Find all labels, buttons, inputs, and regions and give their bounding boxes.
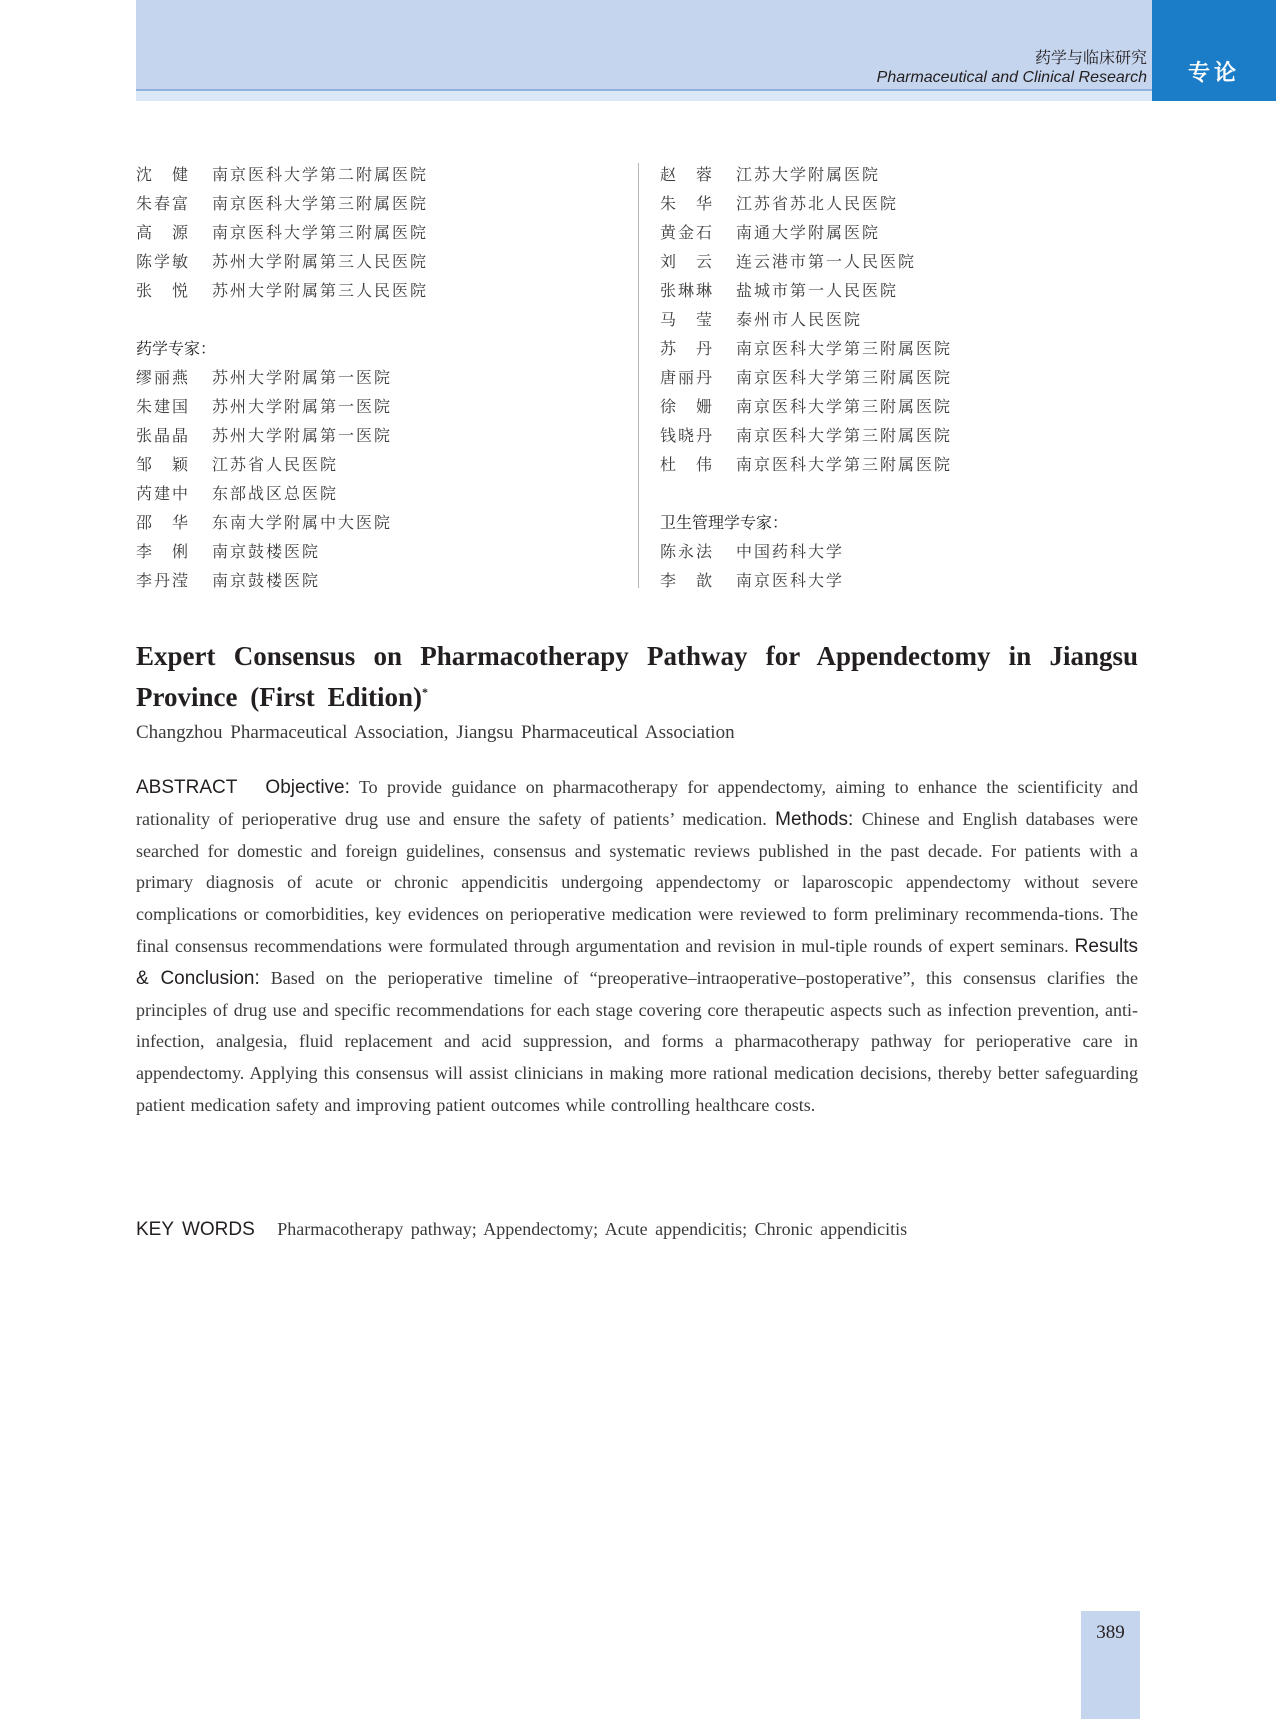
member-affiliation: 苏州大学附属第一医院 bbox=[212, 368, 393, 387]
member-row bbox=[136, 363, 626, 392]
keywords-line bbox=[136, 1214, 1138, 1245]
member-name: 李 歆 bbox=[660, 571, 715, 590]
member-row bbox=[660, 537, 1150, 566]
abstract-paragraph bbox=[136, 772, 1138, 1122]
member-row bbox=[660, 334, 1150, 363]
member-row bbox=[660, 160, 1150, 189]
member-affiliation: 苏州大学附属第一医院 bbox=[212, 397, 393, 416]
member-name: 李丹滢 bbox=[136, 571, 191, 590]
group-title-management: 卫生管理学专家： bbox=[660, 513, 789, 532]
member-affiliation: 南京医科大学第三附属医院 bbox=[736, 455, 953, 474]
member-row bbox=[136, 508, 626, 537]
member-row bbox=[136, 247, 626, 276]
member-name: 唐丽丹 bbox=[660, 368, 715, 387]
member-row bbox=[136, 450, 626, 479]
member-affiliation: 南京医科大学第三附属医院 bbox=[736, 426, 953, 445]
member-name: 杜 伟 bbox=[660, 455, 715, 474]
journal-title-en: Pharmaceutical and Clinical Research bbox=[876, 69, 1147, 86]
member-affiliation: 盐城市第一人民医院 bbox=[736, 281, 899, 300]
member-name: 马 莹 bbox=[660, 310, 715, 329]
member-list-surgery bbox=[136, 160, 626, 305]
member-affiliation: 南京医科大学第三附属医院 bbox=[212, 223, 429, 242]
member-row bbox=[136, 189, 626, 218]
objective-text: To provide guidance on pharmacotherapy for appendectomy, aiming to enhance the scientificity and rationality of perioperative drug use and ensure the safety of patients’ medication. bbox=[136, 777, 1138, 829]
member-name: 朱春富 bbox=[136, 194, 191, 213]
member-row bbox=[660, 218, 1150, 247]
member-row bbox=[660, 305, 1150, 334]
member-name: 张晶晶 bbox=[136, 426, 191, 445]
member-name: 刘 云 bbox=[660, 252, 715, 271]
member-list-pharmacy bbox=[136, 363, 626, 595]
member-affiliation: 南京医科大学第三附属医院 bbox=[736, 339, 953, 358]
title-footnote-mark: * bbox=[421, 685, 428, 699]
member-row bbox=[136, 392, 626, 421]
member-name: 高 源 bbox=[136, 223, 191, 242]
members-left-column bbox=[136, 160, 626, 595]
member-affiliation: 东南大学附属中大医院 bbox=[212, 513, 393, 532]
article-authors: Changzhou Pharmaceutical Association, Jiangsu Pharmaceutical Association bbox=[136, 722, 735, 743]
member-name: 朱建国 bbox=[136, 397, 191, 416]
member-name: 邹 颖 bbox=[136, 455, 191, 474]
group-gap bbox=[660, 479, 1150, 508]
member-affiliation: 南京鼓楼医院 bbox=[212, 571, 321, 590]
member-name: 陈学敏 bbox=[136, 252, 191, 271]
member-row bbox=[660, 189, 1150, 218]
member-affiliation: 南京鼓楼医院 bbox=[212, 542, 321, 561]
member-affiliation: 江苏大学附属医院 bbox=[736, 165, 881, 184]
member-affiliation: 中国药科大学 bbox=[736, 542, 845, 561]
member-name: 黄金石 bbox=[660, 223, 715, 242]
member-affiliation: 南京医科大学第三附属医院 bbox=[736, 368, 953, 387]
keywords-label: KEY WORDS bbox=[136, 1219, 255, 1240]
keywords-text: Pharmacotherapy pathway; Appendectomy; Acute appendicitis; Chronic appendicitis bbox=[277, 1219, 908, 1239]
member-name: 陈永法 bbox=[660, 542, 715, 561]
member-name: 苏 丹 bbox=[660, 339, 715, 358]
member-list-right bbox=[660, 160, 1150, 479]
member-row bbox=[660, 392, 1150, 421]
column-divider bbox=[638, 163, 639, 588]
member-row bbox=[136, 479, 626, 508]
member-affiliation: 南京医科大学 bbox=[736, 571, 845, 590]
abstract-label: ABSTRACT bbox=[136, 777, 238, 798]
member-row bbox=[660, 450, 1150, 479]
member-name: 张 悦 bbox=[136, 281, 191, 300]
member-name: 芮建中 bbox=[136, 484, 191, 503]
member-name: 沈 健 bbox=[136, 165, 191, 184]
results-text: Based on the perioperative timeline of “preoperative–intraoperative–postoperative”, this consensus clarifies the principles of drug use and specific recommendations for each stage covering core therapeutic aspects such as infection prevention, anti-infection, analgesia, fluid replacement and acid suppression, and forms a pharmacotherapy pathway for perioperative care in appendectomy. Applying this consensus will assist clinicians in making more rational medication decisions, thereby better safeguarding patient medication safety and improving patient outcomes while controlling healthcare costs. bbox=[136, 967, 1138, 1115]
member-name: 徐 姗 bbox=[660, 397, 715, 416]
member-row bbox=[136, 537, 626, 566]
group-gap bbox=[136, 305, 626, 334]
member-affiliation: 南京医科大学第三附属医院 bbox=[736, 397, 953, 416]
member-list-management bbox=[660, 537, 1150, 595]
member-name: 张琳琳 bbox=[660, 281, 715, 300]
member-row bbox=[660, 276, 1150, 305]
methods-text: Chinese and English databases were searched for domestic and foreign guidelines, consensus and systematic reviews published in the past decade. For patients with a primary diagnosis of acute or chronic appendicitis undergoing appendectomy or laparoscopic appendectomy without severe complications or comorbidities, key evidences on perioperative medication were reviewed to form preliminary recommenda-tions. The final consensus recommendations were formulated through argumentation and revision in mul-tiple rounds of expert seminars. bbox=[136, 808, 1139, 956]
member-row bbox=[660, 363, 1150, 392]
objective-label: Objective: bbox=[265, 777, 350, 798]
header-rule-line bbox=[136, 89, 1152, 91]
member-name: 李 俐 bbox=[136, 542, 191, 561]
member-affiliation: 南京医科大学第二附属医院 bbox=[212, 165, 429, 184]
section-tab-label: 专论 bbox=[1187, 61, 1240, 86]
page-number: 389 bbox=[1096, 1622, 1125, 1643]
methods-label: Methods: bbox=[775, 808, 854, 830]
member-row bbox=[660, 247, 1150, 276]
members-right-column bbox=[660, 160, 1150, 595]
article-title bbox=[136, 638, 1138, 715]
member-affiliation: 苏州大学附属第三人民医院 bbox=[212, 252, 429, 271]
member-name: 钱晓丹 bbox=[660, 426, 715, 445]
member-row bbox=[660, 421, 1150, 450]
member-name: 邵 华 bbox=[136, 513, 191, 532]
member-row bbox=[136, 218, 626, 247]
member-affiliation: 南通大学附属医院 bbox=[736, 223, 881, 242]
member-affiliation: 江苏省人民医院 bbox=[212, 455, 339, 474]
member-affiliation: 江苏省苏北人民医院 bbox=[736, 194, 899, 213]
member-row bbox=[136, 566, 626, 595]
member-affiliation: 苏州大学附属第三人民医院 bbox=[212, 281, 429, 300]
member-name: 赵 蓉 bbox=[660, 165, 715, 184]
journal-title-cn: 药学与临床研究 bbox=[1034, 48, 1147, 67]
results-label: Results & Conclusion: bbox=[136, 935, 1139, 989]
member-row bbox=[136, 160, 626, 189]
member-affiliation: 南京医科大学第三附属医院 bbox=[212, 194, 429, 213]
member-row bbox=[136, 421, 626, 450]
member-name: 缪丽燕 bbox=[136, 368, 191, 387]
member-row bbox=[660, 566, 1150, 595]
group-title-pharmacy: 药学专家： bbox=[136, 339, 217, 358]
member-row bbox=[136, 276, 626, 305]
member-affiliation: 苏州大学附属第一医院 bbox=[212, 426, 393, 445]
member-affiliation: 连云港市第一人民医院 bbox=[736, 252, 917, 271]
member-affiliation: 泰州市人民医院 bbox=[736, 310, 863, 329]
member-name: 朱 华 bbox=[660, 194, 715, 213]
article-title-text: Expert Consensus on Pharmacotherapy Pathway for Appendectomy in Jiangsu Province (First Edition) bbox=[136, 641, 1138, 712]
member-affiliation: 东部战区总医院 bbox=[212, 484, 339, 503]
